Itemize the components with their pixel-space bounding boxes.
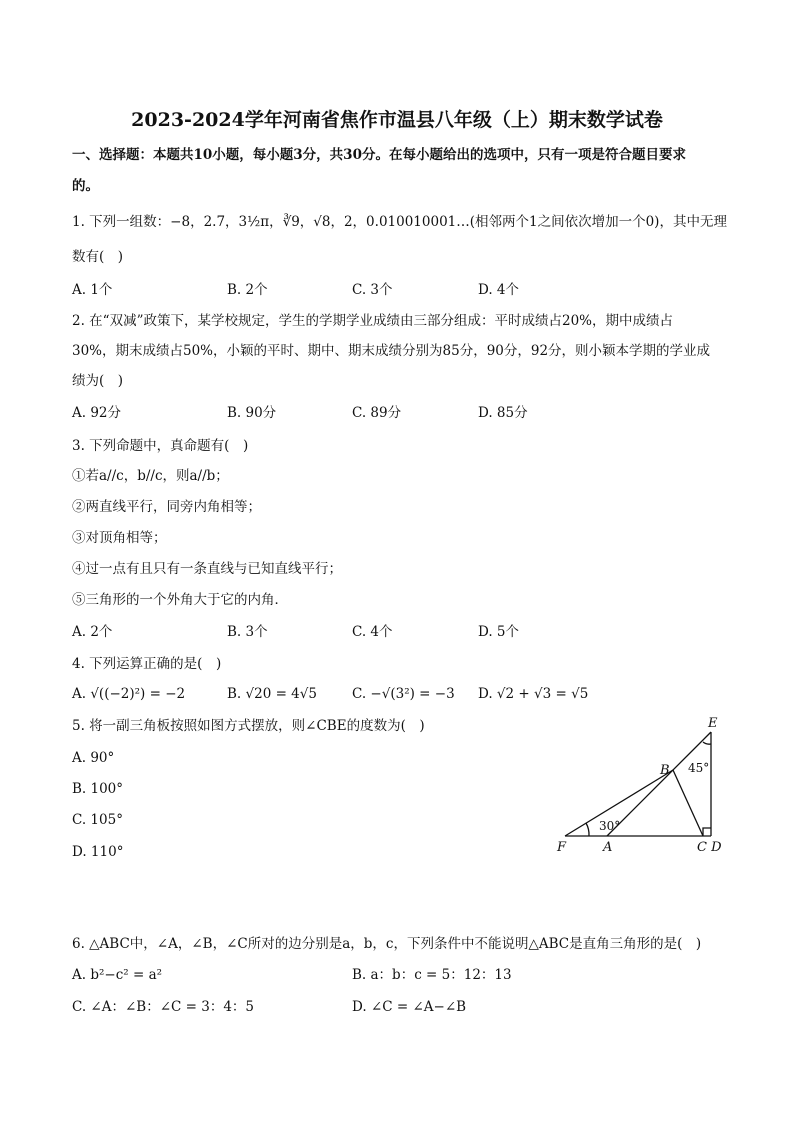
right-angle-mark xyxy=(703,828,711,836)
q6-option-a: A. b²−c² = a² xyxy=(72,967,163,983)
q6-option-c: C. ∠A：∠B：∠C = 3：4：5 xyxy=(72,999,255,1015)
side-bc xyxy=(673,770,703,836)
q1-option-d: D. 4个 xyxy=(478,282,520,298)
q5-stem: 5. 将一副三角板按照如图方式摆放，则∠CBE的度数为( ) xyxy=(72,718,425,734)
q3-statement-1: ①若a//c，b//c，则a//b； xyxy=(72,468,229,484)
q3-option-b: B. 3个 xyxy=(227,624,268,640)
q3-option-a: A. 2个 xyxy=(72,624,113,640)
q2-stem-line3: 绩为( ) xyxy=(72,373,124,389)
label-b: B xyxy=(660,763,670,778)
q5-option-d: D. 110° xyxy=(72,844,124,860)
q6-option-b: B. a：b：c = 5：12：13 xyxy=(352,967,512,983)
q4-stem: 4. 下列运算正确的是( ) xyxy=(72,656,222,672)
angle-45-arc xyxy=(703,742,711,744)
exam-title: 2023-2024学年河南省焦作市温县八年级（上）期末数学试卷 xyxy=(131,109,663,131)
q3-statement-4: ④过一点有且只有一条直线与已知直线平行； xyxy=(72,561,342,577)
q4-option-a: A. √((−2)²) = −2 xyxy=(72,686,186,702)
q2-option-d: D. 85分 xyxy=(478,405,528,421)
label-cd: C D xyxy=(697,840,722,855)
q1-option-b: B. 2个 xyxy=(227,282,268,298)
q5-option-a: A. 90° xyxy=(72,750,115,766)
q2-option-c: C. 89分 xyxy=(352,405,402,421)
q2-option-b: B. 90分 xyxy=(227,405,277,421)
q4-option-c: C. −√(3²) = −3 xyxy=(352,686,455,702)
label-45-degrees: 45° xyxy=(688,761,710,775)
q2-option-a: A. 92分 xyxy=(72,405,122,421)
q3-statement-2: ②两直线平行，同旁内角相等； xyxy=(72,499,261,515)
q6-option-d: D. ∠C = ∠A−∠B xyxy=(352,999,467,1015)
q1-stem-line2: 数有( ) xyxy=(72,249,124,265)
q5-option-c: C. 105° xyxy=(72,812,123,828)
q1-stem-line1: 1. 下列一组数：−8，2.7，3½π，∛9，√8，2，0.010010001…(相邻两个1之间依次增加一个0)，其中无理 xyxy=(72,214,727,230)
q3-statement-5: ⑤三角形的一个外角大于它的内角． xyxy=(72,592,288,608)
q1-option-c: C. 3个 xyxy=(352,282,393,298)
label-30-degrees: 30° xyxy=(599,819,621,833)
label-a: A xyxy=(603,840,613,855)
q1-option-a: A. 1个 xyxy=(72,282,113,298)
q4-option-b: B. √20 = 4√5 xyxy=(227,686,317,702)
triangle-figure xyxy=(555,712,730,857)
label-e: E xyxy=(708,716,718,731)
section-heading-line2: 的。 xyxy=(72,178,99,194)
q6-stem: 6. △ABC中，∠A，∠B，∠C所对的边分别是a，b，c，下列条件中不能说明△ABC是直角三角形的是( ) xyxy=(72,936,702,952)
section-heading-line1: 一、选择题：本题共10小题，每小题3分，共30分。在每小题给出的选项中，只有一项是符合题目要求 xyxy=(72,147,686,163)
q2-stem-line1: 2. 在“双减”政策下，某学校规定，学生的学期学业成绩由三部分组成：平时成绩占20%，期中成绩占 xyxy=(72,313,673,329)
q5-option-b: B. 100° xyxy=(72,781,124,797)
q3-option-c: C. 4个 xyxy=(352,624,393,640)
q3-stem: 3. 下列命题中，真命题有( ) xyxy=(72,438,249,454)
label-f: F xyxy=(557,840,567,855)
q3-statement-3: ③对顶角相等； xyxy=(72,530,167,546)
q3-option-d: D. 5个 xyxy=(478,624,520,640)
angle-30-arc xyxy=(586,823,589,836)
q4-option-d: D. √2 + √3 = √5 xyxy=(478,686,589,702)
q2-stem-line2: 30%，期末成绩占50%，小颖的平时、期中、期末成绩分别为85分，90分，92分，则小颖本学期的学业成 xyxy=(72,343,711,359)
